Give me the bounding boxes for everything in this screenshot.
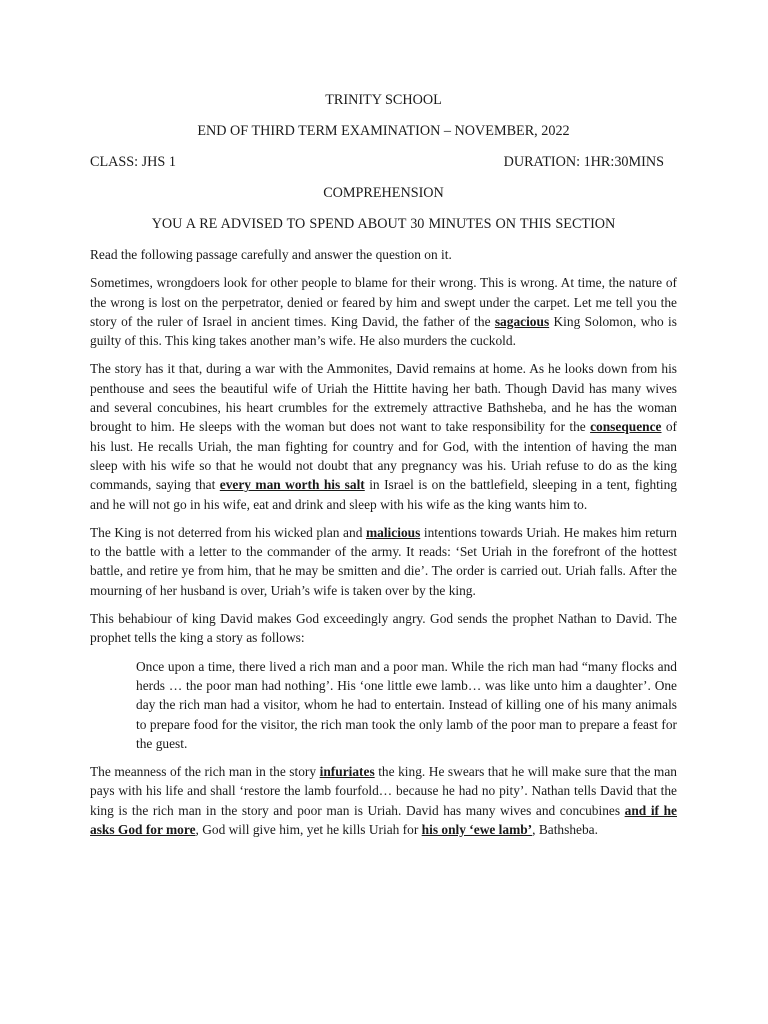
keyword-infuriates: infuriates (319, 764, 375, 780)
paragraph-5-text-d: , Bathsheba. (532, 822, 598, 838)
class-duration-row (90, 152, 677, 172)
duration-label: DURATION: 1HR:30MINS (503, 154, 664, 170)
paragraph-1 (90, 273, 677, 350)
paragraph-5-text-c: , God will give him, yet he kills Uriah for (195, 822, 422, 838)
keyword-his-only-ewe-lamb: his only ‘ewe lamb’ (421, 822, 533, 838)
paragraph-2 (90, 359, 677, 513)
paragraph-4: This behabiour of king David makes God exceedingly angry. God sends the prophet Nathan to David. The prophet tells the king a story as follows: (90, 611, 677, 646)
instruction: Read the following passage carefully and answer the question on it. (90, 247, 452, 262)
exam-page (90, 90, 677, 848)
paragraph-5 (90, 762, 677, 839)
exam-title: END OF THIRD TERM EXAMINATION – NOVEMBER, 2022 (197, 123, 570, 139)
keyword-consequence: consequence (590, 419, 662, 435)
keyword-every-man-worth-his-salt: every man worth his salt (219, 477, 365, 493)
section-title: COMPREHENSION (323, 185, 444, 201)
nathan-story: Once upon a time, there lived a rich man and a poor man. While the rich man had “many flocks and herds … the poor man had nothing’. His ‘one little ewe lamb… was like unto him a daughter’. One day the rich man had a visitor, whom he had to entertain. Instead of killing one of his many animals to prepare food for the visitor, the rich man took the only lamb of the poor man to prepare a feast for the guest. (136, 658, 677, 751)
paragraph-2-text-c: in Israel is on the battlefield, sleeping in a tent, fighting and he will not go in his wife, eat and drink and sleep with his wife as the king wants him to. (90, 477, 677, 512)
paragraph-1-text-b: King Solomon, who is guilty of this. This king takes another man’s wife. He also murders the cuckold. (90, 313, 677, 349)
keyword-and-if-he-asks-god-for-more: and if he asks God for more (90, 802, 677, 838)
school-name: TRINITY SCHOOL (325, 92, 442, 108)
keyword-malicious: malicious (365, 524, 421, 540)
keyword-sagacious: sagacious (494, 313, 550, 329)
paragraph-5-text-a: The meanness of the rich man in the story (90, 764, 320, 780)
paragraph-3 (90, 523, 677, 600)
paragraph-1-text-a: Sometimes, wrongdoers look for other people to blame for their wrong. This is wrong. At time, the nature of the wrong is lost on the perpetrator, denied or feared by him and swept under the carpet. Let me tell you the story of the ruler of Israel in ancient times. King David, the father of the (90, 275, 677, 329)
paragraph-2-text-b: of his lust. He recalls Uriah, the man fighting for country and for God, with the intention of having the man sleep with his wife so that he would not doubt that any pregnancy was his. Uriah refuse to do as the king commands, saying that (90, 419, 677, 493)
section-advice: YOU A RE ADVISED TO SPEND ABOUT 30 MINUTES ON THIS SECTION (151, 216, 616, 232)
class-label: CLASS: JHS 1 (90, 154, 176, 170)
paragraph-3-text-a: The King is not deterred from his wicked plan and (90, 524, 366, 540)
paragraph-5-text-b: the king. He swears that he will make sure that the man pays with his life and shall ‘restore the lamb fourfold… because he had no pity’. Nathan tells David that the king is the rich man in the story and poor man is Uriah. David has many wives and concubines (90, 764, 677, 818)
paragraph-3-text-b: intentions towards Uriah. He makes him return to the battle with a letter to the commander of the army. It reads: ‘Set Uriah in the forefront of the hottest battle, and retire ye from him, that he may be smitten and die’. The order is carried out. Uriah falls. After the mourning of her husband is over, Uriah’s wife is taken over by the king. (90, 524, 678, 598)
paragraph-2-text-a: The story has it that, during a war with the Ammonites, David remains at home. As he looks down from his penthouse and sees the beautiful wife of Uriah the Hittite having her bath. Though David has many wives and several concubines, his heart crumbles for the extremely attractive Bathsheba, and he has the woman brought to him. He sleeps with the woman but does not want to take responsibility for the (90, 361, 677, 435)
